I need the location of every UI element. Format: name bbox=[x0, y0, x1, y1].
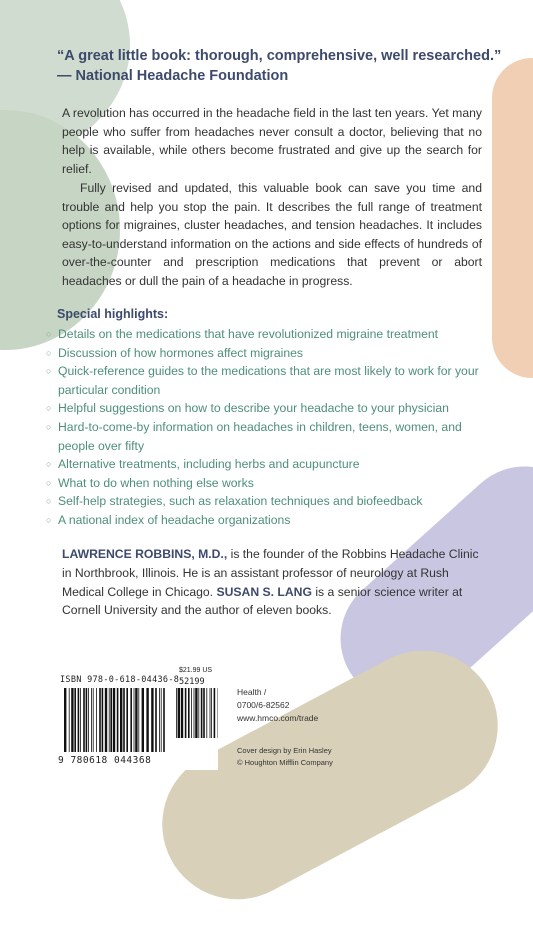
list-item bbox=[46, 325, 486, 344]
highlights-heading: Special highlights: bbox=[57, 307, 168, 321]
barcode-bar bbox=[123, 688, 125, 752]
publisher-info bbox=[237, 686, 318, 725]
barcode-bar bbox=[130, 688, 132, 752]
category-label: Health / bbox=[237, 686, 318, 699]
barcode-bar bbox=[71, 688, 73, 752]
barcode-bar bbox=[80, 688, 81, 752]
barcode-bar bbox=[74, 688, 76, 752]
author-bio bbox=[62, 545, 482, 620]
highlight-text: Details on the medications that have revolutionized migraine treatment bbox=[58, 327, 438, 341]
bullet-icon: ○ bbox=[46, 474, 51, 493]
barcode-bar bbox=[159, 688, 160, 752]
price-addon-code: 52199 bbox=[179, 677, 205, 687]
highlight-text: Discussion of how hormones affect migraines bbox=[58, 346, 303, 360]
highlight-text: Self-help strategies, such as relaxation techniques and biofeedback bbox=[58, 494, 423, 508]
barcode-bar bbox=[120, 688, 122, 752]
list-item bbox=[46, 399, 486, 418]
bullet-icon: ○ bbox=[46, 344, 51, 363]
barcode-bar bbox=[146, 688, 148, 752]
quote-attribution: — National Headache Foundation bbox=[57, 66, 497, 86]
barcode-bar bbox=[203, 688, 205, 738]
barcode-bar bbox=[86, 688, 88, 752]
barcode-bar bbox=[188, 688, 190, 738]
highlight-text: Alternative treatments, including herbs and acupuncture bbox=[58, 457, 359, 471]
barcode-bar bbox=[69, 688, 70, 752]
bio-text-lang: is a senior science writer at Cornell University and the author of eleven books. bbox=[62, 585, 462, 618]
copyright-notice: © Houghton Mifflin Company bbox=[237, 757, 333, 769]
bullet-icon: ○ bbox=[46, 511, 51, 530]
publisher-code: 0700/6-82562 bbox=[237, 699, 318, 712]
barcode-bar bbox=[194, 688, 195, 738]
barcode-bar bbox=[93, 688, 94, 752]
barcode-bar bbox=[178, 688, 180, 738]
barcode-bar bbox=[191, 688, 192, 738]
bullet-icon: ○ bbox=[46, 492, 51, 511]
ean-digits: 9 780618 044368 bbox=[58, 755, 151, 766]
barcode-bar bbox=[83, 688, 85, 752]
highlight-text: Quick-reference guides to the medications that are most likely to work for your particular condition bbox=[58, 364, 479, 397]
barcode-bar bbox=[210, 688, 211, 738]
barcode-bar bbox=[110, 688, 112, 752]
barcode-bar bbox=[105, 688, 107, 752]
intro-paragraph-1: A revolution has occurred in the headache field in the last ten years. Yet many people who suffer from headaches never consult a doctor, believing that no help is available, while others become frustrated and give up the search for relief. bbox=[62, 104, 482, 178]
list-item bbox=[46, 511, 486, 530]
barcode-bar bbox=[214, 688, 216, 738]
barcode-bar bbox=[206, 688, 207, 738]
barcode-block bbox=[58, 667, 218, 770]
bio-text-robbins: is the founder of the Robbins Headache Clinic in Northbrook, Illinois. He is an assistant professor of neurology at Rush Medical College in Chicago. bbox=[62, 547, 479, 599]
barcode-bar bbox=[155, 688, 157, 752]
barcode-bar bbox=[126, 688, 128, 752]
barcode-bar bbox=[161, 688, 162, 752]
author-name-robbins: LAWRENCE ROBBINS, M.D., bbox=[62, 547, 227, 561]
list-item bbox=[46, 344, 486, 363]
bullet-icon: ○ bbox=[46, 362, 51, 381]
barcode-bar bbox=[109, 688, 110, 752]
list-item bbox=[46, 455, 486, 474]
barcode-bar bbox=[138, 688, 139, 752]
barcode-bar bbox=[96, 688, 97, 752]
barcode-bar bbox=[211, 688, 212, 738]
barcode-bar bbox=[91, 688, 92, 752]
bullet-icon: ○ bbox=[46, 455, 51, 474]
barcode-bar bbox=[99, 688, 101, 752]
list-item bbox=[46, 418, 486, 455]
barcode-bar bbox=[78, 688, 80, 752]
barcode-bar bbox=[163, 688, 165, 752]
bullet-icon: ○ bbox=[46, 325, 51, 344]
price-label: $21.99 US bbox=[179, 667, 212, 674]
bullet-icon: ○ bbox=[46, 418, 51, 437]
highlights-list bbox=[46, 325, 486, 530]
barcode-addon-bars bbox=[176, 688, 218, 738]
isbn-label: ISBN 978-0-618-04436-8 bbox=[60, 675, 179, 685]
barcode-bar bbox=[117, 688, 119, 752]
barcode-bar bbox=[198, 688, 199, 738]
quote-text: “A great little book: thorough, comprehensive, well researched.” bbox=[57, 46, 497, 66]
barcode-bar bbox=[151, 688, 153, 752]
list-item bbox=[46, 492, 486, 511]
barcode-bar bbox=[113, 688, 115, 752]
bullet-icon: ○ bbox=[46, 399, 51, 418]
credits bbox=[237, 745, 333, 768]
list-item bbox=[46, 362, 486, 399]
barcode-bar bbox=[135, 688, 137, 752]
endorsement-quote bbox=[57, 46, 497, 86]
highlight-text: Hard-to-come-by information on headaches in children, teens, women, and people over fifty bbox=[58, 420, 462, 453]
list-item bbox=[46, 474, 486, 493]
cover-design-credit: Cover design by Erin Hasley bbox=[237, 745, 333, 757]
author-name-lang: SUSAN S. LANG bbox=[216, 585, 311, 599]
intro-paragraph-2: Fully revised and updated, this valuable book can save you time and trouble and help you stop the pain. It describes the full range of treatment options for migraines, cluster headaches, and tension headaches. It includes easy-to-understand information on the actions and side effects of hundreds of over-the-counter and prescription medications that prevent or abort headaches or dull the pain of a headache in progress. bbox=[62, 179, 482, 291]
barcode-bar bbox=[102, 688, 104, 752]
barcode-bar bbox=[134, 688, 135, 752]
highlight-text: Helpful suggestions on how to describe your headache to your physician bbox=[58, 401, 449, 415]
barcode-bar bbox=[181, 688, 183, 738]
barcode-bar bbox=[64, 688, 66, 752]
highlight-text: A national index of headache organizations bbox=[58, 513, 290, 527]
barcode-bar bbox=[142, 688, 144, 752]
barcode-bar bbox=[88, 688, 89, 752]
publisher-url: www.hmco.com/trade bbox=[237, 712, 318, 725]
barcode-bar bbox=[176, 688, 177, 738]
barcode-bar bbox=[201, 688, 203, 738]
barcode-bar bbox=[185, 688, 187, 738]
barcode-bars bbox=[64, 688, 166, 752]
highlight-text: What to do when nothing else works bbox=[58, 476, 254, 490]
barcode-bar bbox=[195, 688, 197, 738]
